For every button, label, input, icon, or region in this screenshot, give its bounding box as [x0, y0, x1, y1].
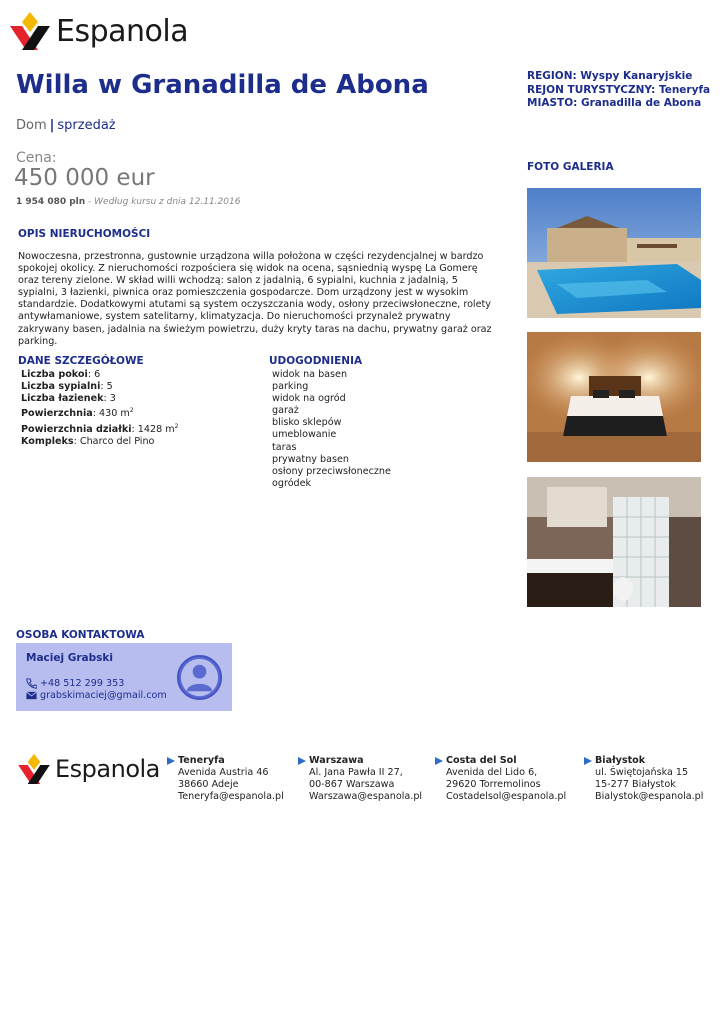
contact-phone-value: +48 512 299 353 [40, 678, 125, 689]
triangle-bullet-icon [298, 757, 306, 765]
detail-value: Charco del Pino [79, 435, 155, 447]
price-label: Cena: [16, 150, 57, 166]
price-note: - Według kursu z dnia 12.11.2016 [85, 197, 241, 207]
bathroom-photo-image [527, 477, 701, 607]
office-email[interactable]: Teneryfa@espanola.pl [178, 791, 284, 803]
breadcrumb-separator: | [49, 118, 55, 133]
property-type: Dom [16, 118, 47, 133]
triangle-bullet-icon [167, 757, 175, 765]
gallery-photo-pool[interactable] [527, 188, 701, 318]
detail-label: Liczba sypialni [21, 381, 101, 393]
office-name: Costa del Sol [446, 755, 517, 766]
detail-bathrooms: Liczba łazienek: 3 [21, 393, 116, 405]
office-email[interactable]: Warszawa@espanola.pl [309, 791, 423, 803]
contact-name: Maciej Grabski [26, 652, 113, 664]
price-pln-value: 1 954 080 pln [16, 197, 86, 207]
gallery-photo-bathroom[interactable] [527, 477, 701, 607]
amenities-list [272, 369, 391, 490]
amenities-heading: UDOGODNIENIA [269, 355, 363, 367]
detail-label: Kompleks [21, 435, 74, 447]
pool-photo-image [527, 188, 701, 318]
office-address-line2: 38660 Adeje [178, 779, 239, 791]
amenity-item: parking [272, 381, 309, 393]
bedroom-photo-image [527, 332, 701, 462]
amenity-item: widok na ogród [272, 393, 346, 405]
avatar [176, 654, 223, 701]
detail-plot: Powierzchnia działki: 1428 $m^2$ [21, 422, 179, 435]
description-heading: OPIS NIERUCHOMOŚCI [18, 228, 151, 240]
price-pln [16, 197, 240, 207]
office-email[interactable]: Bialystok@espanola.pl [595, 791, 704, 803]
office-name: Białystok [595, 755, 646, 766]
detail-area: Powierzchnia: 430 $m^2$ [21, 407, 134, 420]
detail-label: Liczba łazienek [21, 393, 104, 405]
amenity-item: ogródek [272, 477, 312, 489]
page-title: Willa w Granadilla de Abona [16, 70, 429, 100]
office-address-line1: Avenida del Lido 6, [446, 767, 538, 779]
office-address-line2: 00-867 Warszawa [309, 779, 395, 791]
gallery-heading: FOTO GALERIA [527, 161, 614, 173]
amenity-item: widok na basen [272, 369, 348, 380]
office-address-line2: 29620 Torremolinos [446, 779, 541, 791]
office-name: Warszawa [309, 755, 364, 766]
triangle-bullet-icon [584, 757, 592, 765]
header-logo[interactable] [10, 12, 188, 50]
office-address-line1: Al. Jana Pawła II 27, [309, 767, 403, 779]
office-address-line1: Avenida Austria 46 [178, 767, 269, 779]
amenity-item: umeblowanie [272, 429, 337, 441]
details-heading: DANE SZCZEGÓŁOWE [18, 355, 144, 367]
logo-text: Espanola [56, 13, 189, 49]
office-costa-del-sol [435, 755, 566, 803]
amenity-item: osłony przeciwsłoneczne [272, 465, 391, 477]
detail-value: 6 [94, 369, 101, 380]
detail-value: 3 [109, 393, 116, 405]
contact-phone[interactable] [26, 678, 124, 689]
description-text: Nowoczesna, przestronna, gustownie urządzona willa położona w części rezydencjalnej w bardzo spokojej okolicy. Z nieruchomości rozpościera się widok na ocena, sąsniednią wyspę La Gomerę oraz tereny zielone. W skład willi wchodzą: salon z jadalnią, 6 sypialni, kuchnia z jadalnią, 5 sypialni, 3 łazienki, piwnica oraz pomieszczenia gospodarcze. Dom urządzony jest w wysokim standardzie. Dodatkowymi atutami są system oczyszczania wody, osłony przeciwsłoneczne, rolety antywłamaniowe, system satelitarny, klimatyzacja. Do nieruchomości przynależ prywatny zakrywany basen, jadalnia na świeżym powietrzu, duży kryty taras na dachu, prywatny garaż oraz parking. [18, 251, 492, 347]
contact-card [16, 643, 232, 711]
gallery-photo-bedroom[interactable] [527, 332, 701, 462]
amenity-item: taras [272, 441, 297, 453]
espanola-logo-mark [18, 754, 50, 784]
envelope-icon [26, 691, 37, 700]
detail-value: 430 m [99, 408, 130, 420]
detail-rooms: Liczba pokoi: 6 [21, 369, 101, 380]
amenity-item: blisko sklepów [272, 417, 342, 429]
office-teneryfa [167, 755, 284, 803]
detail-label: Powierzchnia [21, 408, 93, 420]
office-email[interactable]: Costadelsol@espanola.pl [446, 791, 567, 803]
triangle-bullet-icon [435, 757, 443, 765]
footer-logo[interactable] [18, 754, 160, 784]
office-warszawa [298, 755, 422, 803]
contact-email-value: grabskimaciej@gmail.com [40, 690, 167, 701]
detail-complex: Kompleks: Charco del Pino [21, 435, 155, 447]
detail-label: Liczba pokoi [21, 369, 88, 380]
logo-text: Espanola [55, 755, 160, 783]
price-value: 450 000 eur [14, 165, 155, 191]
city-line: MIASTO: Granadilla de Abona [527, 97, 702, 109]
phone-icon [26, 678, 37, 689]
details-list [21, 369, 178, 448]
detail-label: Powierzchnia działki [21, 423, 132, 435]
amenity-item: garaż [272, 405, 299, 417]
office-address-line1: ul. Świętojańska 15 [595, 767, 689, 779]
office-bialystok [584, 755, 703, 803]
region-line: REGION: Wyspy Kanaryjskie [527, 70, 693, 82]
transaction-link[interactable]: sprzedaż [57, 118, 116, 133]
breadcrumb [16, 118, 116, 133]
contact-heading: OSOBA KONTAKTOWA [16, 629, 145, 641]
unit-superscript: 2 [174, 422, 179, 430]
tourist-region-line: REJON TURYSTYCZNY: Teneryfa [527, 83, 711, 96]
espanola-logo-mark [10, 12, 50, 50]
amenity-item: prywatny basen [272, 453, 349, 465]
detail-bedrooms: Liczba sypialni: 5 [21, 381, 113, 393]
location-info [527, 70, 710, 111]
office-address-line2: 15-277 Białystok [595, 779, 676, 791]
office-name: Teneryfa [178, 755, 225, 766]
unit-superscript: 2 [129, 407, 134, 415]
detail-value: 5 [106, 381, 113, 393]
contact-email[interactable] [26, 690, 167, 701]
detail-value: 1428 m [137, 423, 175, 435]
